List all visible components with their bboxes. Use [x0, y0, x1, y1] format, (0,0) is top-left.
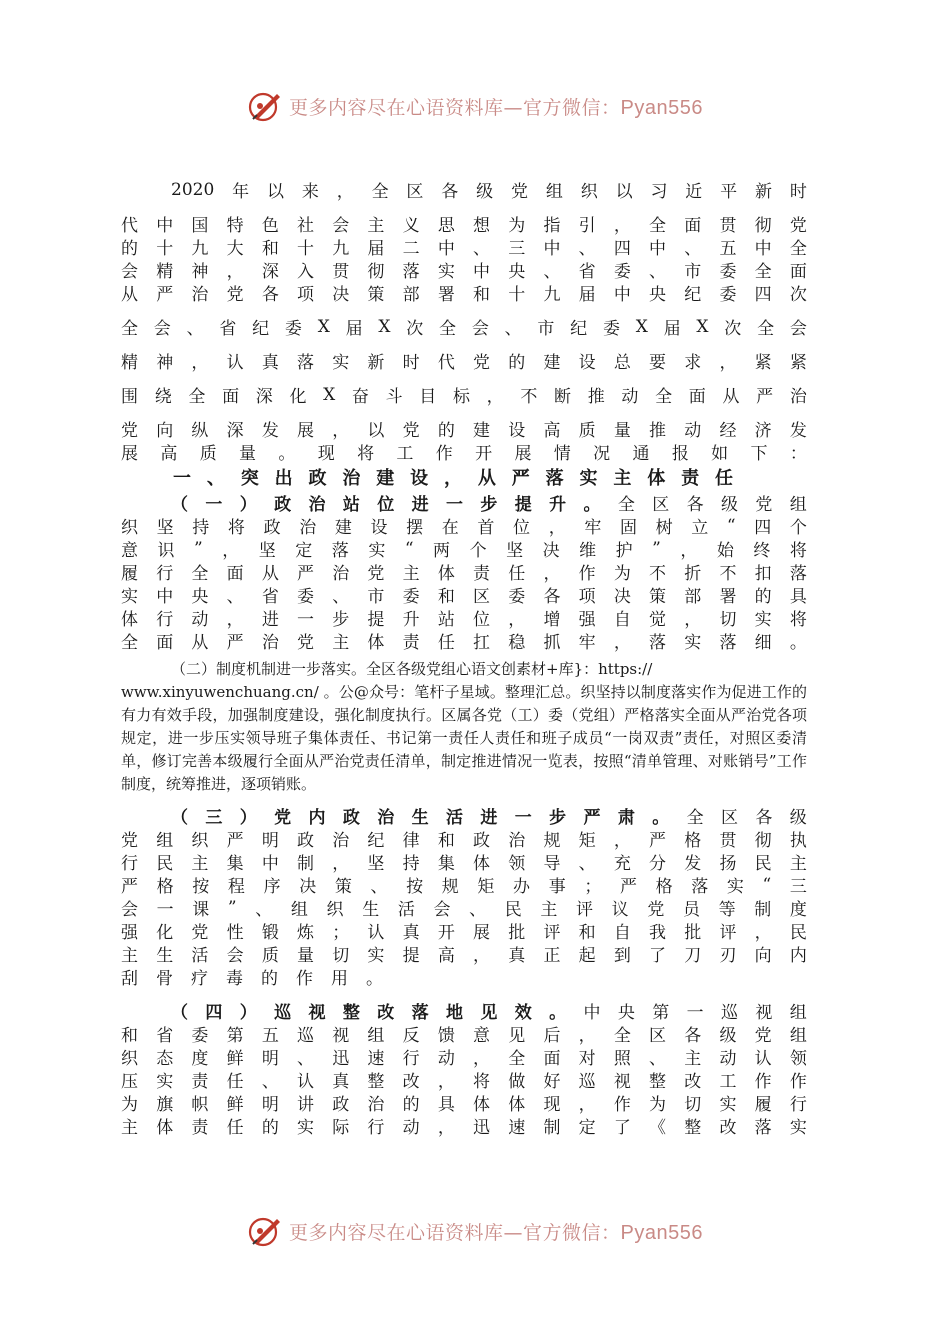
subsection-line: 会 一 课 ” 、 组 织 生 活 会 、 民 主 评 议 党 员 等 制 度: [121, 897, 807, 920]
banner-text: 更多内容尽在心语资料库—官方微信：Pyan556: [289, 96, 703, 119]
subsection-line: （ 四 ） 巡 视 整 改 落 地 见 效 。 中 央 第 一 巡 视 组: [171, 1003, 807, 1023]
subsection-2-body: www.xinyuwenchuang.cn/ 。公@众号：笔杆子星域。整理汇总。织坚持以制度落实作为促进工作的有力有效手段，加强制度建设，强化制度执行。区属各党（工）委（党组）严格落实全面从严治党各项规定，进一步压实领导班子集体责任、书记第一责任人责任和班子成员“一岗双责”责任，对照区委清单，修订完善本级履行全面从严治党责任清单，制定推进情况一览表，按照“清单管理、对账销号”工作制度，统筹推进，逐项销账。: [121, 683, 807, 793]
header-banner: [0, 86, 950, 126]
subsection-line: （ 三 ） 党 内 政 治 生 活 进 一 步 严 肃 。 全 区 各 级: [171, 808, 807, 828]
intro-line: 2020 年 以 来 ， 全 区 各 级 党 组 织 以 习 近 平 新 时: [171, 179, 807, 202]
quill-logo-icon: [247, 1213, 283, 1249]
subsection-2-first-line: （二）制度机制进一步落实。全区各级党组心语文创素材+库}：https://: [171, 660, 653, 678]
section-heading-1: 一 、 突 出 政 治 建 设 ， 从 严 落 实 主 体 责 任: [173, 468, 733, 489]
intro-line: 围 绕 全 面 深 化 X 奋 斗 目 标 ， 不 断 推 动 全 面 从 严 治: [121, 384, 807, 407]
subsection-line: （ 一 ） 政 治 站 位 进 一 步 提 升 。 全 区 各 级 党 组: [171, 495, 807, 515]
subsection-line: 织 坚 持 将 政 治 建 设 摆 在 首 位 ， 牢 固 树 立 “ 四 个: [121, 515, 807, 538]
intro-line: 代 中 国 特 色 社 会 主 义 思 想 为 指 引 ， 全 面 贯 彻 党: [121, 216, 807, 236]
subsection-line: 意 识 ” ， 坚 定 落 实 “ 两 个 坚 决 维 护 ” ， 始 终 将: [121, 538, 807, 561]
banner-text: 更多内容尽在心语资料库—官方微信：Pyan556: [289, 1221, 703, 1244]
intro-paragraph: [121, 178, 807, 463]
subsection-line: 刮 骨 疗 毒 的 作 用 。: [121, 969, 383, 989]
subsection-line: 主 生 活 会 质 量 切 实 提 高 ， 真 正 起 到 了 刀 刃 向 内: [121, 946, 807, 966]
subsection-line: 强 化 党 性 锻 炼 ； 认 真 开 展 批 评 和 自 我 批 评 ， 民: [121, 923, 807, 943]
subsection-4: [121, 999, 807, 1137]
quill-logo-icon: [247, 88, 283, 124]
subsection-line: 全 面 从 严 治 党 主 体 责 任 扛 稳 抓 牢 ， 落 实 落 细 。: [121, 633, 807, 653]
subsection-line: 体 行 动 ， 进 一 步 提 升 站 位 ， 增 强 自 觉 ， 切 实 将: [121, 610, 807, 630]
subsection-2: [121, 658, 807, 796]
subsection-3: [121, 804, 807, 988]
subsection-1: [121, 491, 807, 652]
subsection-line: 主 体 责 任 的 实 际 行 动 ， 迅 速 制 定 了 《 整 改 落 实: [121, 1118, 807, 1138]
intro-line: 党 向 纵 深 发 展 ， 以 党 的 建 设 高 质 量 推 动 经 济 发: [121, 421, 807, 441]
intro-line: 从 严 治 党 各 项 决 策 部 署 和 十 九 届 中 央 纪 委 四 次: [121, 285, 807, 305]
subsection-line: 严 格 按 程 序 决 策 、 按 规 矩 办 事 ； 严 格 落 实 “ 三: [121, 874, 807, 897]
subsection-line: 织 态 度 鲜 明 、 迅 速 行 动 ， 全 面 对 照 、 主 动 认 领: [121, 1049, 807, 1069]
subsection-line: 履 行 全 面 从 严 治 党 主 体 责 任 ， 作 为 不 折 不 扣 落: [121, 564, 807, 584]
footer-banner: [0, 1211, 950, 1251]
subsection-line: 党 组 织 严 明 政 治 纪 律 和 政 治 规 矩 ， 严 格 贯 彻 执: [121, 831, 807, 851]
intro-line: 全 会 、 省 纪 委 X 届 X 次 全 会 、 市 纪 委 X 届 X 次 全 会: [121, 316, 807, 339]
intro-line: 精 神 ， 认 真 落 实 新 时 代 党 的 建 设 总 要 求 ， 紧 紧: [121, 353, 807, 373]
intro-line: 的 十 九 大 和 十 九 届 二 中 、 三 中 、 四 中 、 五 中 全: [121, 239, 807, 259]
intro-line: 会 精 神 ， 深 入 贯 彻 落 实 中 央 、 省 委 、 市 委 全 面: [121, 262, 807, 282]
subsection-line: 行 民 主 集 中 制 ， 坚 持 集 体 领 导 、 充 分 发 扬 民 主: [121, 854, 807, 874]
subsection-line: 和 省 委 第 五 巡 视 组 反 馈 意 见 后 ， 全 区 各 级 党 组: [121, 1026, 807, 1046]
document-body: [121, 178, 807, 1137]
intro-line: 展 高 质 量 。 现 将 工 作 开 展 情 况 通 报 如 下 ：: [121, 444, 807, 464]
subsection-line: 为 旗 帜 鲜 明 讲 政 治 的 具 体 体 现 ， 作 为 切 实 履 行: [121, 1095, 807, 1115]
subsection-line: 实 中 央 、 省 委 、 市 委 和 区 委 各 项 决 策 部 署 的 具: [121, 587, 807, 607]
subsection-line: 压 实 责 任 、 认 真 整 改 ， 将 做 好 巡 视 整 改 工 作 作: [121, 1072, 807, 1092]
